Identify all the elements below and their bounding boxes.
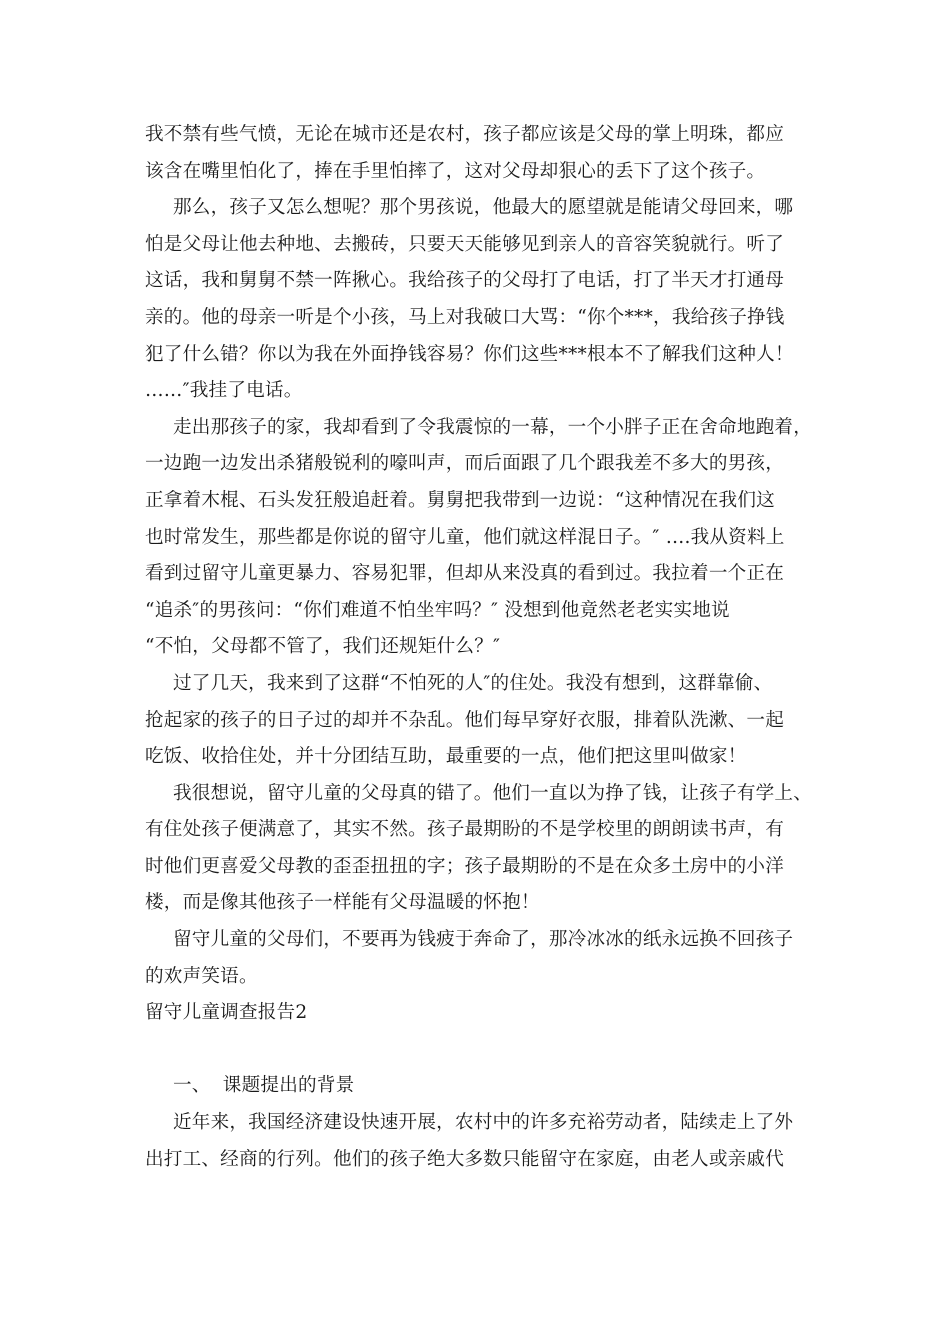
paragraph-line: 这话，我和舅舅不禁一阵揪心。我给孩子的父母打了电话，打了半天才打通母 [145, 270, 784, 292]
paragraph-line: 抢起家的孩子的日子过的却并不杂乱。他们每早穿好衣服，排着队洗漱、一起 [145, 709, 784, 731]
paragraph-line: 犯了什么错？你以为我在外面挣钱容易？你们这些***根本不了解我们这种人！ [145, 343, 794, 365]
paragraph-line: 留守儿童的父母们，不要再为钱疲于奔命了，那冷冰冰的纸永远换不回孩子 [173, 929, 794, 951]
paragraph-line: 也时常发生，那些都是你说的留守儿童，他们就这样混日子。″ ….我从资料上 [145, 526, 785, 548]
paragraph-line: 的欢声笑语。 [145, 965, 258, 987]
paragraph-line: 过了几天，我来到了这群“不怕死的人″的住处。我没有想到，这群靠偷、 [173, 672, 773, 694]
paragraph-line: 出打工、经商的行列。他们的孩子绝大多数只能留守在家庭，由老人或亲戚代 [145, 1148, 784, 1170]
paragraph-line: 近年来，我国经济建设快速开展，农村中的许多充裕劳动者，陆续走上了外 [173, 1112, 794, 1134]
paragraph-line: 我很想说，留守儿童的父母真的错了。他们一直以为挣了钱，让孩子有学上、 [173, 782, 812, 804]
paragraph-line: 吃饭、收拾住处，并十分团结互助，最重要的一点，他们把这里叫做家！ [145, 746, 747, 768]
paragraph-line: 正拿着木棍、石头发狂般追赶着。舅舅把我带到一边说：“这种情况在我们这 [145, 489, 775, 511]
paragraph-line: 怕是父母让他去种地、去搬砖，只要天天能够见到亲人的音容笑貌就行。听了 [145, 233, 784, 255]
paragraph-line: 看到过留守儿童更暴力、容易犯罪，但却从来没真的看到过。我拉着一个正在 [145, 563, 784, 585]
paragraph-line: 该含在嘴里怕化了，捧在手里怕摔了，这对父母却狠心的丢下了这个孩子。 [145, 160, 766, 182]
paragraph-line: 我不禁有些气愤，无论在城市还是农村，孩子都应该是父母的掌上明珠，都应 [145, 124, 784, 145]
paragraph-line: 那么，孩子又怎么想呢？那个男孩说，他最大的愿望就是能请父母回来，哪 [173, 197, 794, 219]
paragraph-line: 时他们更喜爱父母教的歪歪扭扭的字；孩子最期盼的不是在众多土房中的小洋 [145, 855, 784, 877]
paragraph-line: ……″我挂了电话。 [145, 380, 303, 402]
paragraph-line: 楼，而是像其他孩子一样能有父母温暖的怀抱！ [145, 892, 540, 914]
section-title: 留守儿童调查报告2 [145, 1002, 308, 1024]
section-heading: 一、 课题提出的背景 [173, 1075, 355, 1097]
paragraph-line: 有住处孩子便满意了，其实不然。孩子最期盼的不是学校里的朗朗读书声，有 [145, 819, 784, 841]
paragraph-line: 走出那孩子的家，我却看到了令我震惊的一幕，一个小胖子正在舍命地跑着， [173, 416, 812, 438]
document-body [145, 117, 815, 1178]
paragraph-line: “不怕，父母都不管了，我们还规矩什么？″ [145, 636, 501, 658]
blank-line [145, 1032, 815, 1069]
paragraph-line: 亲的。他的母亲一听是个小孩，马上对我破口大骂：“你个***，我给孩子挣钱 [145, 306, 785, 328]
paragraph-line: 一边跑一边发出杀猪般锐利的嚎叫声，而后面跟了几个跟我差不多大的男孩， [145, 453, 784, 475]
paragraph-line: “追杀″的男孩问：“你们难道不怕坐牢吗？″ 没想到他竟然老老实实地说 [145, 599, 730, 621]
